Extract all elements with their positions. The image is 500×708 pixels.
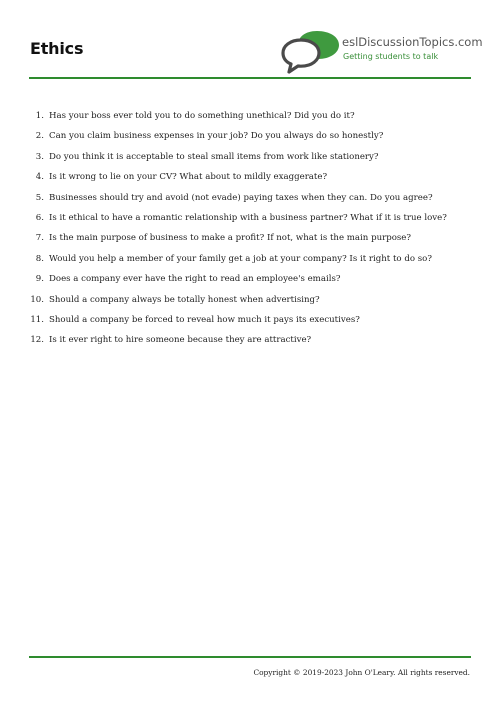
brand-name: eslDiscussionTopics.com (342, 35, 483, 49)
question-number: 5. (35, 192, 44, 203)
question-number: 4. (35, 172, 44, 183)
list-item (30, 249, 475, 269)
list-item (30, 269, 475, 289)
question-list (30, 106, 475, 351)
list-item (30, 208, 469, 228)
question-number: 12. (30, 335, 44, 346)
question-text: Do you think it is acceptable to steal small items from work like stationery? (49, 151, 379, 162)
question-text: Businesses should try and avoid (not evade) paying taxes when they can. Do you agree? (49, 192, 433, 203)
question-number: 8. (35, 253, 44, 264)
question-number: 1. (35, 111, 44, 121)
footer-divider (29, 656, 471, 658)
list-item (30, 106, 475, 126)
question-number: 6. (35, 213, 44, 224)
page-title: Ethics (30, 39, 84, 58)
list-item (30, 147, 475, 167)
brand-tagline: Getting students to talk (343, 52, 439, 61)
speech-bubbles-icon (281, 28, 341, 74)
question-number: 7. (35, 233, 44, 244)
question-text: Is the main purpose of business to make a profit? If not, what is the main purpose? (49, 233, 411, 244)
question-text: Is it wrong to lie on your CV? What about to mildly exaggerate? (49, 172, 328, 183)
question-number: 10. (30, 294, 44, 305)
question-text: Should a company be forced to reveal how much it pays its executives? (49, 315, 360, 326)
list-item (30, 188, 475, 208)
question-number: 2. (35, 131, 44, 142)
question-text: Is it ever right to hire someone because they are attractive? (49, 335, 312, 346)
question-text: Should a company always be totally honest when advertising? (49, 294, 320, 305)
header-divider (29, 77, 471, 79)
question-text: Would you help a member of your family get a job at your company? Is it right to do so? (49, 253, 432, 264)
list-item (30, 290, 475, 310)
question-text: Can you claim business expenses in your job? Do you always do so honestly? (49, 131, 384, 142)
brand-logo-block[interactable] (281, 28, 481, 74)
question-number: 3. (35, 151, 44, 162)
footer-copyright: Copyright © 2019-2023 John O'Leary. All rights reserved. (253, 668, 470, 677)
list-item (30, 167, 475, 187)
question-text: Has your boss ever told you to do something unethical? Did you do it? (49, 111, 355, 121)
list-item (30, 330, 475, 350)
question-text: Does a company ever have the right to read an employee's emails? (49, 274, 341, 285)
question-number: 9. (35, 274, 44, 285)
question-text: Is it ethical to have a romantic relationship with a business partner? What if it is true love? (49, 213, 447, 224)
list-item (30, 228, 475, 248)
list-item (30, 310, 475, 330)
list-item (30, 126, 475, 146)
question-number: 11. (30, 315, 44, 326)
